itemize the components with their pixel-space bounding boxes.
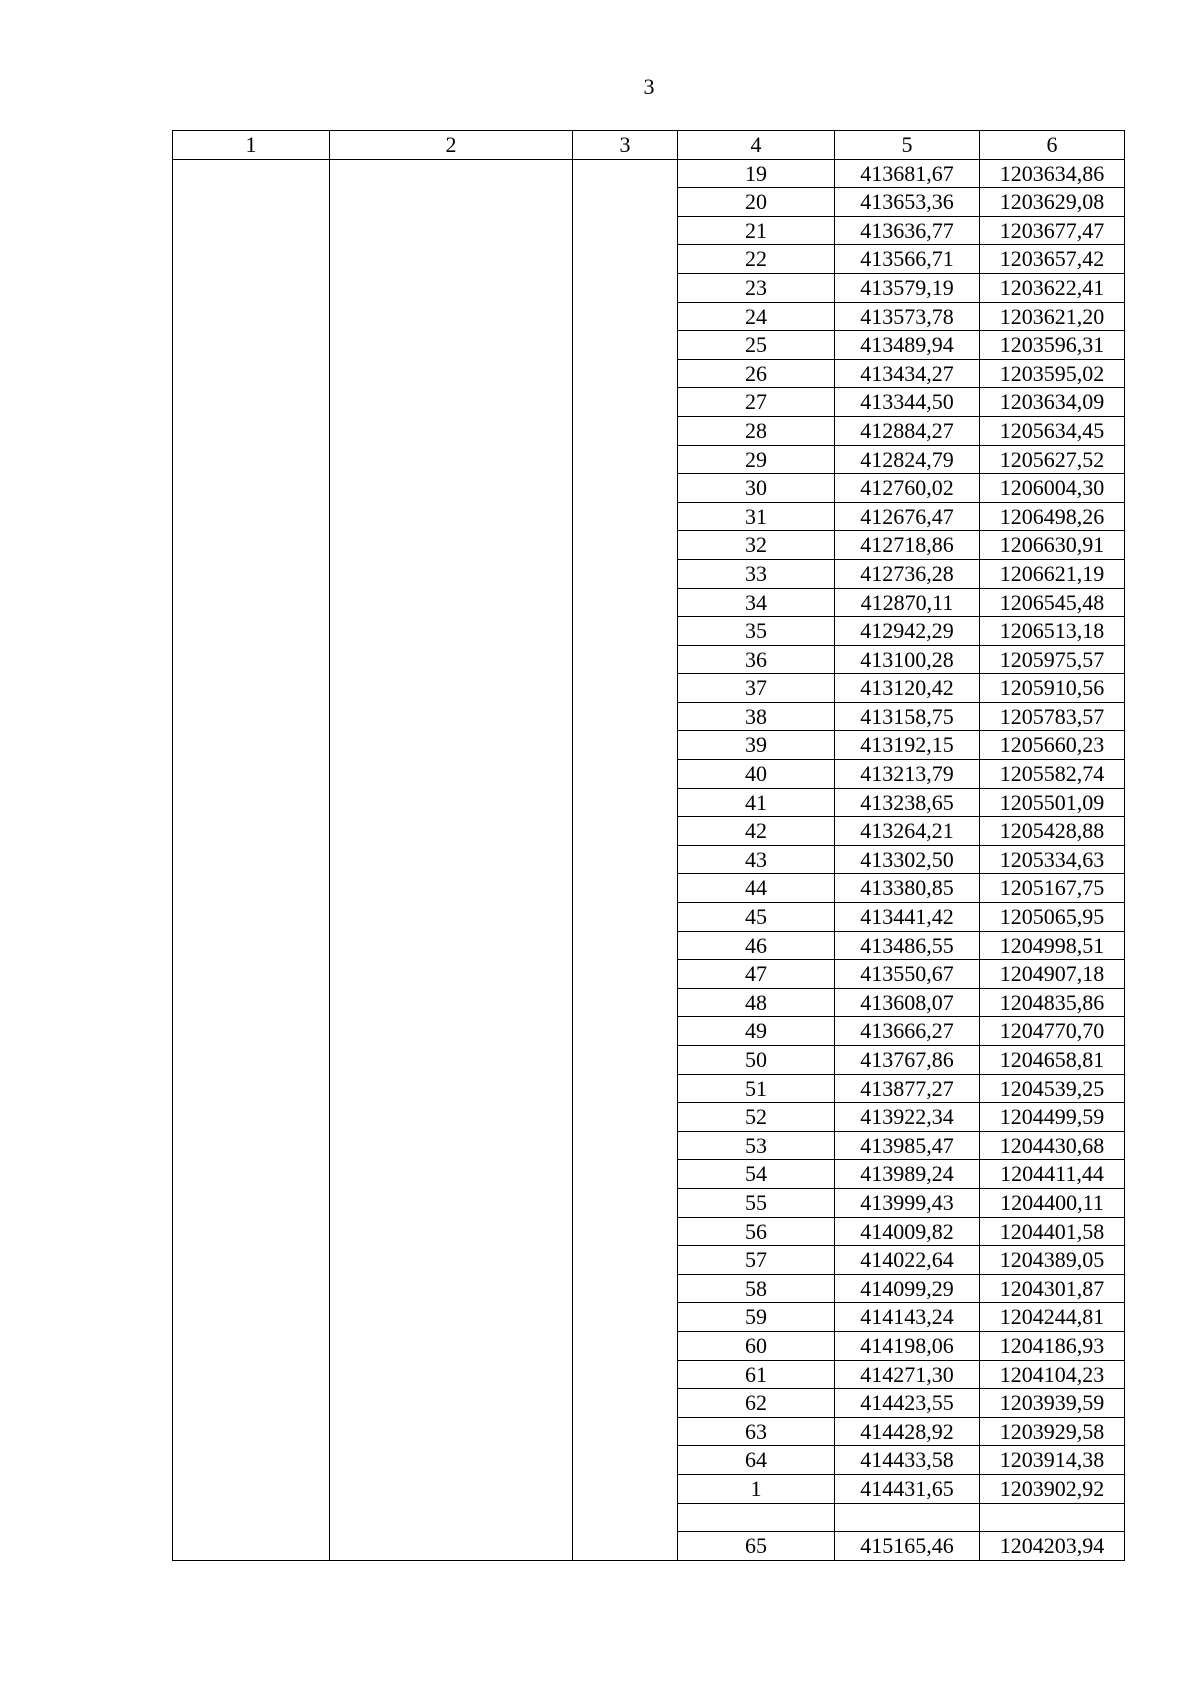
x-coordinate-cell: 413573,78 xyxy=(835,302,980,331)
y-coordinate-cell: 1204430,68 xyxy=(980,1131,1125,1160)
x-coordinate-cell: 413344,50 xyxy=(835,388,980,417)
page-number: 3 xyxy=(643,74,655,99)
y-coordinate-cell: 1203621,20 xyxy=(980,302,1125,331)
point-number-cell: 23 xyxy=(678,273,835,302)
y-coordinate-cell: 1204658,81 xyxy=(980,1046,1125,1075)
y-coordinate-cell xyxy=(980,1503,1125,1532)
point-number-cell: 31 xyxy=(678,502,835,531)
point-number-cell: 43 xyxy=(678,845,835,874)
point-number-cell: 28 xyxy=(678,416,835,445)
point-number-cell xyxy=(678,1503,835,1532)
y-coordinate-cell: 1203634,09 xyxy=(980,388,1125,417)
point-number-cell: 26 xyxy=(678,359,835,388)
point-number-cell: 46 xyxy=(678,931,835,960)
x-coordinate-cell: 413999,43 xyxy=(835,1188,980,1217)
merged-empty-cell xyxy=(573,159,678,1560)
y-coordinate-cell: 1203634,86 xyxy=(980,159,1125,188)
merged-empty-cell xyxy=(173,159,330,1560)
x-coordinate-cell: 413681,67 xyxy=(835,159,980,188)
table-header-row xyxy=(173,131,1125,160)
y-coordinate-cell: 1205582,74 xyxy=(980,760,1125,789)
x-coordinate-cell: 412824,79 xyxy=(835,445,980,474)
column-header: 3 xyxy=(573,131,678,160)
y-coordinate-cell: 1205167,75 xyxy=(980,874,1125,903)
x-coordinate-cell: 413192,15 xyxy=(835,731,980,760)
x-coordinate-cell: 413985,47 xyxy=(835,1131,980,1160)
point-number-cell: 38 xyxy=(678,702,835,731)
y-coordinate-cell: 1203939,59 xyxy=(980,1389,1125,1418)
x-coordinate-cell: 415165,46 xyxy=(835,1532,980,1561)
point-number-cell: 32 xyxy=(678,531,835,560)
merged-empty-cell xyxy=(330,159,573,1560)
x-coordinate-cell: 414009,82 xyxy=(835,1217,980,1246)
point-number-cell: 51 xyxy=(678,1074,835,1103)
point-number-cell: 64 xyxy=(678,1446,835,1475)
point-number-cell: 45 xyxy=(678,903,835,932)
point-number-cell: 30 xyxy=(678,474,835,503)
y-coordinate-cell: 1204835,86 xyxy=(980,988,1125,1017)
point-number-cell: 63 xyxy=(678,1417,835,1446)
point-number-cell: 54 xyxy=(678,1160,835,1189)
point-number-cell: 21 xyxy=(678,216,835,245)
y-coordinate-cell: 1204770,70 xyxy=(980,1017,1125,1046)
x-coordinate-cell: 412760,02 xyxy=(835,474,980,503)
x-coordinate-cell: 414099,29 xyxy=(835,1274,980,1303)
x-coordinate-cell: 412676,47 xyxy=(835,502,980,531)
point-number-cell: 55 xyxy=(678,1188,835,1217)
point-number-cell: 35 xyxy=(678,617,835,646)
y-coordinate-cell: 1205634,45 xyxy=(980,416,1125,445)
point-number-cell: 36 xyxy=(678,645,835,674)
point-number-cell: 22 xyxy=(678,245,835,274)
y-coordinate-cell: 1203596,31 xyxy=(980,331,1125,360)
column-header: 4 xyxy=(678,131,835,160)
y-coordinate-cell: 1205501,09 xyxy=(980,788,1125,817)
y-coordinate-cell: 1204411,44 xyxy=(980,1160,1125,1189)
y-coordinate-cell: 1204203,94 xyxy=(980,1532,1125,1561)
y-coordinate-cell: 1205975,57 xyxy=(980,645,1125,674)
y-coordinate-cell: 1204244,81 xyxy=(980,1303,1125,1332)
point-number-cell: 41 xyxy=(678,788,835,817)
point-number-cell: 27 xyxy=(678,388,835,417)
point-number-cell: 29 xyxy=(678,445,835,474)
point-number-cell: 52 xyxy=(678,1103,835,1132)
x-coordinate-cell: 413441,42 xyxy=(835,903,980,932)
x-coordinate-cell: 414271,30 xyxy=(835,1360,980,1389)
x-coordinate-cell: 413608,07 xyxy=(835,988,980,1017)
y-coordinate-cell: 1203902,92 xyxy=(980,1474,1125,1503)
point-number-cell: 58 xyxy=(678,1274,835,1303)
y-coordinate-cell: 1203914,38 xyxy=(980,1446,1125,1475)
y-coordinate-cell: 1205334,63 xyxy=(980,845,1125,874)
x-coordinate-cell: 413922,34 xyxy=(835,1103,980,1132)
point-number-cell: 62 xyxy=(678,1389,835,1418)
x-coordinate-cell: 413434,27 xyxy=(835,359,980,388)
x-coordinate-cell: 414423,55 xyxy=(835,1389,980,1418)
x-coordinate-cell: 413636,77 xyxy=(835,216,980,245)
x-coordinate-cell: 413566,71 xyxy=(835,245,980,274)
point-number-cell: 53 xyxy=(678,1131,835,1160)
point-number-cell: 48 xyxy=(678,988,835,1017)
column-header: 5 xyxy=(835,131,980,160)
x-coordinate-cell: 413100,28 xyxy=(835,645,980,674)
y-coordinate-cell: 1206621,19 xyxy=(980,559,1125,588)
point-number-cell: 42 xyxy=(678,817,835,846)
y-coordinate-cell: 1205910,56 xyxy=(980,674,1125,703)
y-coordinate-cell: 1206004,30 xyxy=(980,474,1125,503)
x-coordinate-cell: 413877,27 xyxy=(835,1074,980,1103)
column-header: 6 xyxy=(980,131,1125,160)
y-coordinate-cell: 1206513,18 xyxy=(980,617,1125,646)
point-number-cell: 65 xyxy=(678,1532,835,1561)
x-coordinate-cell: 414198,06 xyxy=(835,1331,980,1360)
point-number-cell: 20 xyxy=(678,188,835,217)
y-coordinate-cell: 1203657,42 xyxy=(980,245,1125,274)
point-number-cell: 33 xyxy=(678,559,835,588)
x-coordinate-cell: 414431,65 xyxy=(835,1474,980,1503)
x-coordinate-cell: 413579,19 xyxy=(835,273,980,302)
x-coordinate-cell: 414428,92 xyxy=(835,1417,980,1446)
x-coordinate-cell: 413264,21 xyxy=(835,817,980,846)
x-coordinate-cell: 413486,55 xyxy=(835,931,980,960)
point-number-cell: 1 xyxy=(678,1474,835,1503)
x-coordinate-cell: 413213,79 xyxy=(835,760,980,789)
point-number-cell: 50 xyxy=(678,1046,835,1075)
x-coordinate-cell: 412884,27 xyxy=(835,416,980,445)
x-coordinate-cell: 413302,50 xyxy=(835,845,980,874)
point-number-cell: 37 xyxy=(678,674,835,703)
point-number-cell: 40 xyxy=(678,760,835,789)
y-coordinate-cell: 1203622,41 xyxy=(980,273,1125,302)
x-coordinate-cell: 414433,58 xyxy=(835,1446,980,1475)
y-coordinate-cell: 1204400,11 xyxy=(980,1188,1125,1217)
column-header: 1 xyxy=(173,131,330,160)
point-number-cell: 59 xyxy=(678,1303,835,1332)
point-number-cell: 49 xyxy=(678,1017,835,1046)
x-coordinate-cell: 414022,64 xyxy=(835,1246,980,1275)
x-coordinate-cell: 413666,27 xyxy=(835,1017,980,1046)
y-coordinate-cell: 1204401,58 xyxy=(980,1217,1125,1246)
table-body xyxy=(173,159,1125,1560)
x-coordinate-cell: 413120,42 xyxy=(835,674,980,703)
point-number-cell: 44 xyxy=(678,874,835,903)
y-coordinate-cell: 1205065,95 xyxy=(980,903,1125,932)
point-number-cell: 47 xyxy=(678,960,835,989)
y-coordinate-cell: 1204539,25 xyxy=(980,1074,1125,1103)
y-coordinate-cell: 1203929,58 xyxy=(980,1417,1125,1446)
y-coordinate-cell: 1204499,59 xyxy=(980,1103,1125,1132)
y-coordinate-cell: 1205660,23 xyxy=(980,731,1125,760)
x-coordinate-cell: 413158,75 xyxy=(835,702,980,731)
y-coordinate-cell: 1206630,91 xyxy=(980,531,1125,560)
x-coordinate-cell: 413767,86 xyxy=(835,1046,980,1075)
y-coordinate-cell: 1203629,08 xyxy=(980,188,1125,217)
y-coordinate-cell: 1205783,57 xyxy=(980,702,1125,731)
x-coordinate-cell: 412870,11 xyxy=(835,588,980,617)
x-coordinate-cell: 412942,29 xyxy=(835,617,980,646)
x-coordinate-cell: 412736,28 xyxy=(835,559,980,588)
point-number-cell: 34 xyxy=(678,588,835,617)
point-number-cell: 25 xyxy=(678,331,835,360)
y-coordinate-cell: 1204104,23 xyxy=(980,1360,1125,1389)
y-coordinate-cell: 1204998,51 xyxy=(980,931,1125,960)
x-coordinate-cell: 412718,86 xyxy=(835,531,980,560)
table-row xyxy=(173,159,1125,188)
x-coordinate-cell: 413238,65 xyxy=(835,788,980,817)
y-coordinate-cell: 1206498,26 xyxy=(980,502,1125,531)
point-number-cell: 24 xyxy=(678,302,835,331)
x-coordinate-cell: 413550,67 xyxy=(835,960,980,989)
x-coordinate-cell xyxy=(835,1503,980,1532)
point-number-cell: 61 xyxy=(678,1360,835,1389)
y-coordinate-cell: 1205428,88 xyxy=(980,817,1125,846)
x-coordinate-cell: 413989,24 xyxy=(835,1160,980,1189)
y-coordinate-cell: 1204389,05 xyxy=(980,1246,1125,1275)
column-header: 2 xyxy=(330,131,573,160)
y-coordinate-cell: 1204301,87 xyxy=(980,1274,1125,1303)
y-coordinate-cell: 1205627,52 xyxy=(980,445,1125,474)
y-coordinate-cell: 1204907,18 xyxy=(980,960,1125,989)
y-coordinate-cell: 1203595,02 xyxy=(980,359,1125,388)
point-number-cell: 56 xyxy=(678,1217,835,1246)
x-coordinate-cell: 414143,24 xyxy=(835,1303,980,1332)
x-coordinate-cell: 413380,85 xyxy=(835,874,980,903)
y-coordinate-cell: 1203677,47 xyxy=(980,216,1125,245)
point-number-cell: 19 xyxy=(678,159,835,188)
y-coordinate-cell: 1204186,93 xyxy=(980,1331,1125,1360)
y-coordinate-cell: 1206545,48 xyxy=(980,588,1125,617)
coordinates-table xyxy=(172,130,1125,1561)
x-coordinate-cell: 413653,36 xyxy=(835,188,980,217)
point-number-cell: 60 xyxy=(678,1331,835,1360)
point-number-cell: 39 xyxy=(678,731,835,760)
point-number-cell: 57 xyxy=(678,1246,835,1275)
x-coordinate-cell: 413489,94 xyxy=(835,331,980,360)
